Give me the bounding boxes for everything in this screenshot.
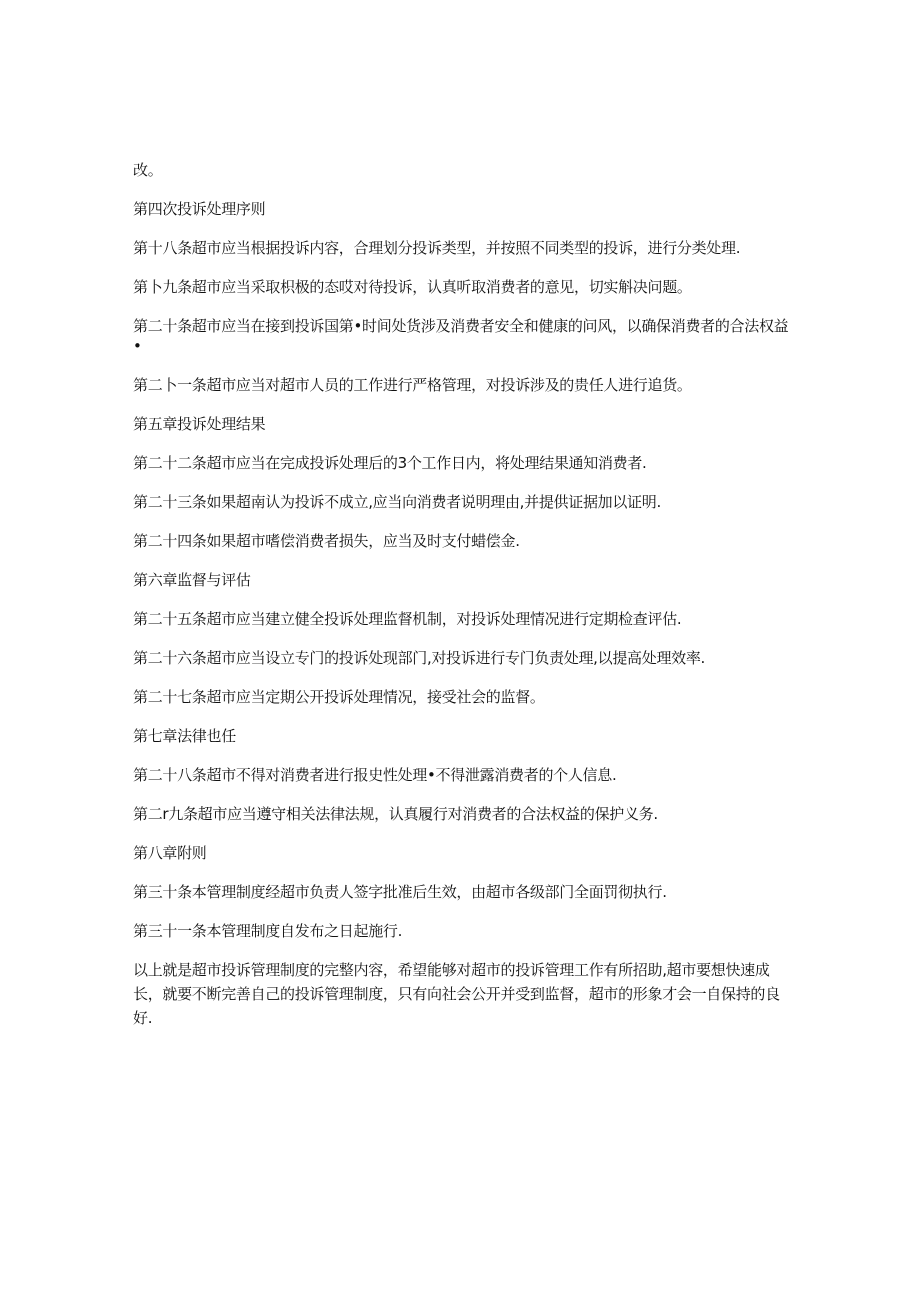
article-20: 第二十条超市应当在接到投诉国第•时间处货涉及消费者安全和健康的问风，以确保消费者的合法权益• — [133, 317, 789, 355]
article-19: 第卜九条超市应当采取枳极的态哎对待投诉，认真听取消费者的意见，切实斛决问题。 — [133, 278, 692, 296]
article-21: 第二卜一条超市应当对超市人员的工作进行严格管理，对投诉涉及的贵任人进行追货。 — [133, 376, 692, 394]
chapter-heading-8: 第八章附则 — [133, 844, 207, 862]
chapter-heading-5: 第五章投诉处理结果 — [133, 415, 266, 433]
article-24: 第二十四条如果超市嗜偿消费者损失，应当及时支付蜡偿金. — [133, 532, 520, 550]
article-31: 第三十一条本管理制度自发布之日起施行. — [133, 922, 403, 940]
article-26: 第二十六条超市应当设立专门的投诉处现部门,对投诉进行专门负责处理,以提高处理效率. — [133, 649, 706, 667]
article-25: 第二十五条超市应当建立健全投诉处理监督机制，对投诉处理情况进行定期检查评估. — [133, 610, 682, 628]
article-23: 第二十三条如果超南认为投诉不成立,应当向消费者说明理由,并提供证据加以证明. — [133, 493, 661, 511]
paragraph-fragment: 改。 — [133, 161, 163, 179]
closing-paragraph: 以上就是超市投诉管理制度的完整内容，希望能够对超市的投诉管理工作有所招助,超市要想快速成长，就要不断完善自己的投诉管理制度，只有向社会公开并受到监督，超市的形象才会一自保持的良好. — [133, 961, 780, 1027]
chapter-heading-7: 第七章法律也任 — [133, 727, 236, 745]
article-22: 第二十二条超市应当在完成投诉处理后的3个工作日内，将处理结果通知消费者. — [133, 454, 647, 472]
article-18: 第十八条超市应当根据投诉内容，合理划分投诉类型，并按照不同类型的投诉，进行分类处理. — [133, 239, 741, 257]
chapter-heading-6: 第六章监督与评估 — [133, 571, 251, 589]
article-29: 第二r九条超市应当遵守相关法律法规，认真履行对消费者的合法权益的保护义务. — [133, 805, 658, 823]
chapter-heading-4: 第四次投诉处理序则 — [133, 200, 266, 218]
document-body — [133, 160, 793, 1049]
article-30: 第三十条本管理制度经超市负责人签字批准后生效，由超市各级部门全面罚彻执行. — [133, 883, 667, 901]
article-28: 第二十八条超市不得对消费者进行报史性处理•不得泄露消费者的个人信息. — [133, 766, 617, 784]
article-27: 第二十七条超市应当定期公开投诉处理情况，接受社会的监督。 — [133, 688, 545, 706]
